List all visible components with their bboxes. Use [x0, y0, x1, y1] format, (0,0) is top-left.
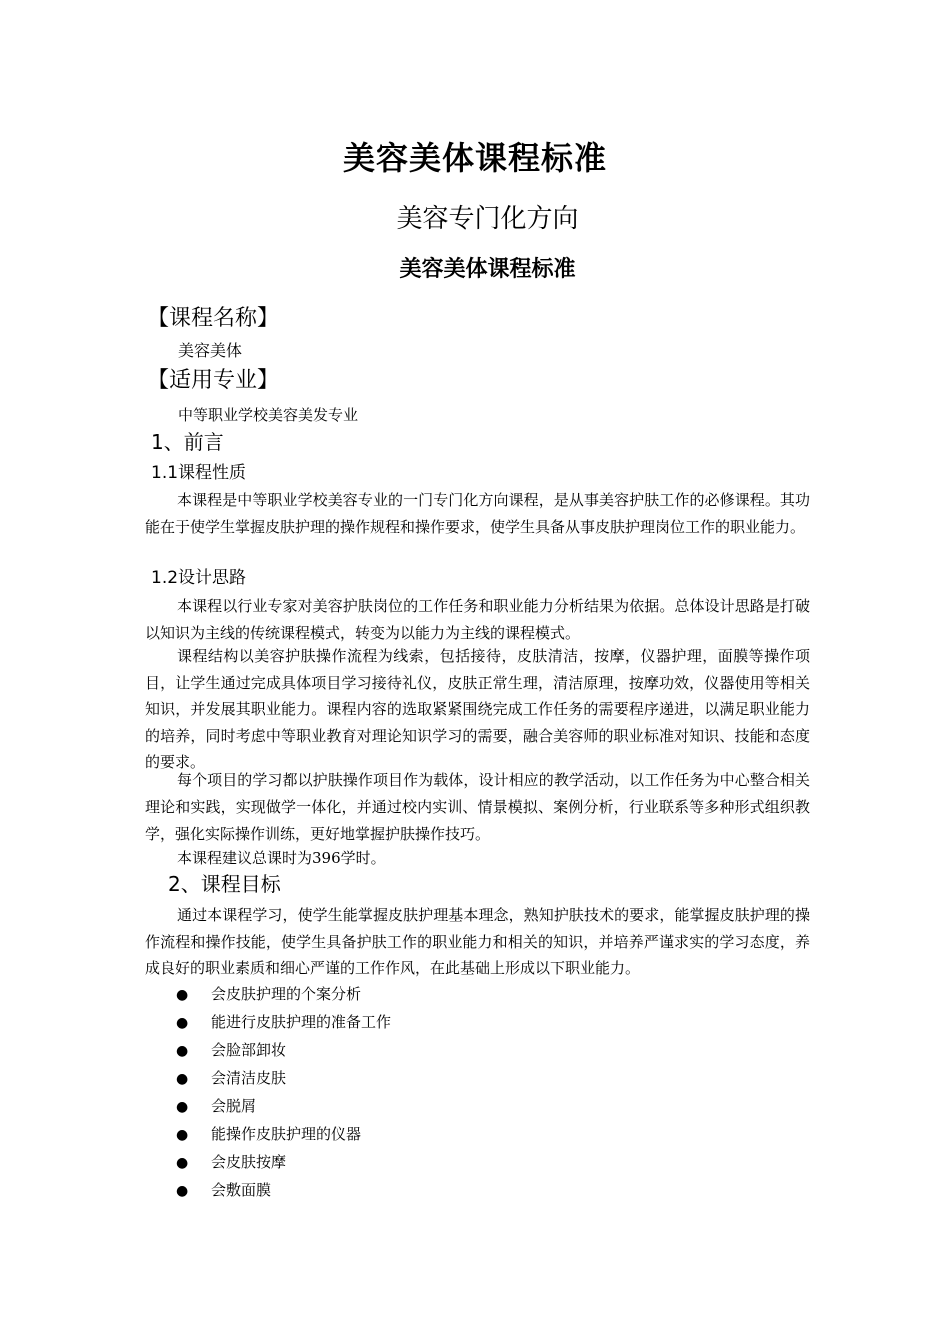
bullet-icon: ●	[176, 1183, 189, 1199]
course-name-heading: 【课程名称】	[147, 306, 280, 331]
bullet-icon: ●	[176, 1155, 189, 1171]
list-item-text: 能操作皮肤护理的仪器	[211, 1125, 362, 1143]
bullet-icon: ●	[176, 1071, 189, 1087]
design-paragraph-3: 每个项目的学习都以护肤操作项目作为载体，设计相应的教学活动，以工作任务为中心整合相关理论和实践，实现做学一体化，并通过校内实训、情景模拟、案例分析，行业联系等多种形式组织教学，强化实际操作训练，更好地掌握护肤操作技巧。	[145, 771, 810, 843]
bullet-icon: ●	[176, 1043, 189, 1059]
ability-list	[176, 980, 391, 1204]
list-item	[176, 1008, 391, 1036]
list-item-text: 会脱屑	[211, 1097, 257, 1115]
document-title: 美容美体课程标准	[342, 139, 607, 177]
list-item	[176, 1120, 391, 1148]
bullet-icon: ●	[176, 1099, 189, 1115]
list-item	[176, 1176, 391, 1204]
section1-2-heading: 1.2设计思路	[151, 568, 247, 588]
section1-heading: 1、前言	[151, 430, 224, 454]
bullet-icon: ●	[176, 987, 189, 1003]
bullet-icon: ●	[176, 1127, 189, 1143]
list-item-text: 会皮肤护理的个案分析	[211, 985, 362, 1003]
course-name-value: 美容美体	[178, 341, 243, 360]
document-subtitle-secondary: 美容美体课程标准	[399, 257, 576, 282]
list-item	[176, 980, 391, 1008]
list-item	[176, 1092, 391, 1120]
applicable-major-heading: 【适用专业】	[147, 368, 280, 393]
bullet-icon: ●	[176, 1015, 189, 1031]
applicable-major-value: 中等职业学校美容美发专业	[178, 406, 359, 424]
design-paragraph-4: 本课程建议总课时为396学时。	[177, 849, 386, 867]
design-paragraph-1: 本课程以行业专家对美容护肤岗位的工作任务和职业能力分析结果为依据。总体设计思路是打破以知识为主线的传统课程模式，转变为以能力为主线的课程模式。	[145, 597, 810, 642]
design-paragraph-2: 课程结构以美容护肤操作流程为线索，包括接待，皮肤清洁，按摩，仪器护理，面膜等操作项目，让学生通过完成具体项目学习接待礼仪，皮肤正常生理，清洁原理，按摩功效，仪器使用等相关知识，并发展其职业能力。课程内容的选取紧紧围绕完成工作任务的需要程序递进，以满足职业能力的培养，同时考虑中等职业教育对理论知识学习的需要，融合美容师的职业标准对知识、技能和态度的要求。	[145, 647, 810, 771]
list-item	[176, 1148, 391, 1176]
course-nature-paragraph: 本课程是中等职业学校美容专业的一门专门化方向课程，是从事美容护肤工作的必修课程。其功能在于使学生掌握皮肤护理的操作规程和操作要求，使学生具备从事皮肤护理岗位工作的职业能力。	[145, 491, 810, 536]
course-goal-paragraph: 通过本课程学习，使学生能掌握皮肤护理基本理念，熟知护肤技术的要求，能掌握皮肤护理的操作流程和操作技能，使学生具备护肤工作的职业能力和相关的知识，并培养严谨求实的学习态度，养成良好的职业素质和细心严谨的工作作风，在此基础上形成以下职业能力。	[145, 906, 810, 977]
list-item-text: 能进行皮肤护理的准备工作	[211, 1013, 392, 1031]
list-item	[176, 1036, 391, 1064]
list-item-text: 会清洁皮肤	[211, 1069, 287, 1087]
section2-heading: 2、课程目标	[168, 872, 281, 896]
section1-1-heading: 1.1课程性质	[151, 463, 247, 483]
list-item-text: 会敷面膜	[211, 1181, 272, 1199]
list-item	[176, 1064, 391, 1092]
list-item-text: 会脸部卸妆	[211, 1041, 287, 1059]
document-subtitle: 美容专门化方向	[396, 204, 579, 234]
list-item-text: 会皮肤按摩	[211, 1153, 287, 1171]
